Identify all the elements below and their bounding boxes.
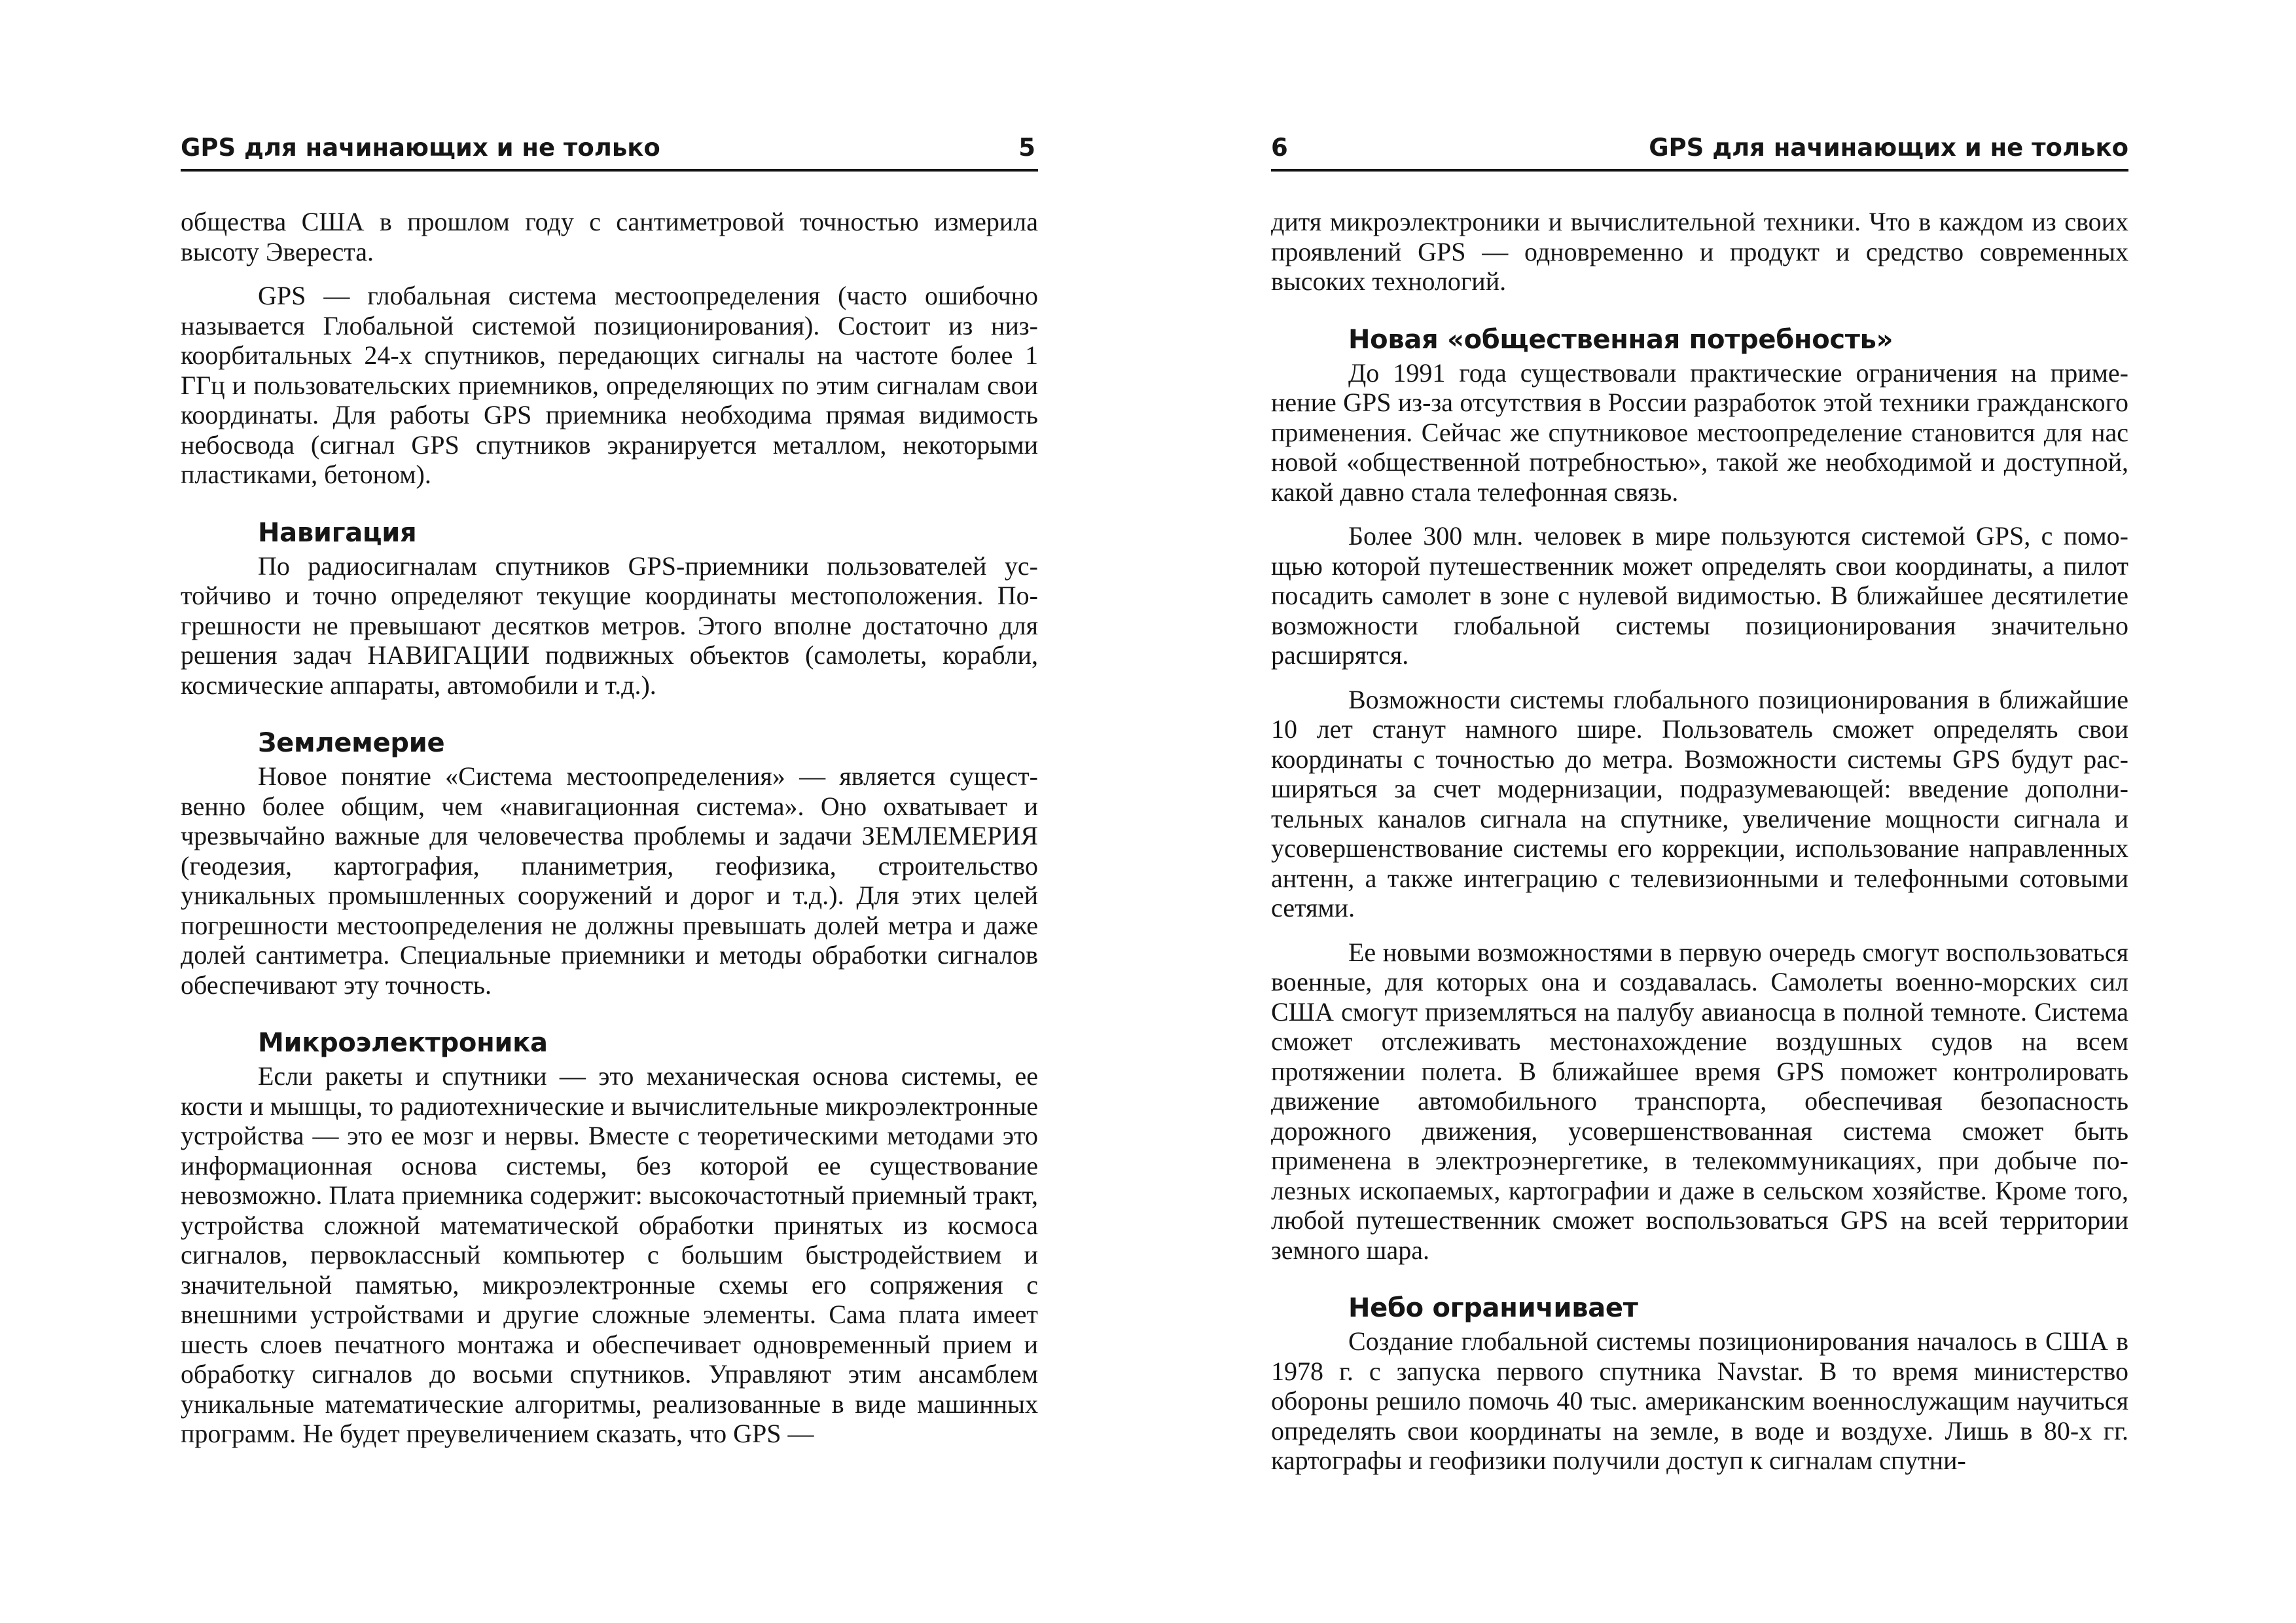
paragraph-300-million: Более 300 млн. человек в мире пользуются системой GPS, с помощью которой путешественник может определять свои координаты, а пилот посадить самолет в зоне с нулевой видимостью. В ближайшее десятилетие возможности глобальной системы позиционирования значительно расширятся. [1271, 521, 2128, 670]
paragraph-continuation: дитя микроэлектроники и вычислительной техники. Что в каждом из своих проявлений GPS — одновременно и продукт и средство современных высоких технологий. [1271, 207, 2128, 296]
section-heading-navigation: Навигация [258, 517, 417, 548]
paragraph-sky-limits: Создание глобальной системы позиционирования началось в США в 1978 г. с запуска первого спутника Navstar. В то время министерство обороны решило помочь 40 тыс. американским военнослужащим научиться определять свои координаты на земле, в воде и воздухе. Лишь в 80-х гг. картографы и геофизики получили доступ к сигналам спутни- [1271, 1326, 2128, 1475]
section-heading-sky-limits: Небо ограничивает [1348, 1293, 1638, 1323]
paragraph-continuation: общества США в прошлом году с сантиметровой точностью измерила высоту Эвереста. [181, 207, 1038, 266]
page-body [1271, 207, 2128, 1476]
paragraph-microelectronics: Если ракеты и спутники — это механическая основа системы, ее кости и мышцы, то радиотехнические и вычислительные микроэлектронные устройства — это ее мозг и нервы. Вместе с теоретическими методами это информационная основа системы, без которой ее существование невозможно. Плата приемника содержит: высокочастотный приемный тракт, устройства сложной математической обработки принятых из космоса сигналов, первоклассный компьютер с большим быстродействием и значительной памятью, микроэлектронные схемы его сопряжения с внешними устройствами и другие сложные элементы. Сама плата имеет шесть слоев печатного монтажа и обеспечивает одновременный прием и обработку сигналов до восьми спутников. Управляют этим ансамблем уникальные математические алгоритмы, реализованные в виде машинных программ. Не будет преувеличением сказать, что GPS — [181, 1061, 1038, 1448]
paragraph-zemlemerie: Новое понятие «Система местоопределения» — является существенно более общим, чем «навигационная система». Оно охватывает и чрезвычайно важные для человечества проблемы и задачи ЗЕМЛЕМЕРИЯ (геодезия, картография, планиметрия, геофизика, строительство уникальных промышленных сооружений и дорог и т.д.). Для этих целей погрешности местоопределения не должны превышать долей метра и даже долей сантиметра. Специальные приемники и методы обработки сигналов обеспечивают эту точность. [181, 761, 1038, 1000]
paragraph-gps-definition: GPS — глобальная система местоопределения (часто ошибочно называется Глобальной системой позиционирования). Состоит из низкоорбитальных 24-х спутников, передающих сигналы на частоте более 1 ГГц и пользовательских приемников, определяющих по этим сигналам свои координаты. Для работы GPS приемника необходима прямая видимость небосвода (сигнал GPS спутников экранируется металлом, некоторыми пластиками, бетоном). [181, 281, 1038, 489]
page-number: 5 [1018, 134, 1035, 162]
section-heading-microelectronics: Микроэлектроника [258, 1028, 548, 1058]
section-heading-public-need: Новая «общественная потребность» [1348, 324, 1893, 355]
section-heading-zemlemerie: Землемерие [258, 728, 445, 758]
paragraph-navigation: По радиосигналам спутников GPS-приемники пользователей устойчиво и точно определяют текущие координаты местоположения. Погрешности не превышают десятков метров. Этого вполне достаточно для решения задач НАВИГАЦИИ подвижных объектов (самолеты, корабли, космические аппараты, автомобили и т.д.). [181, 551, 1038, 700]
running-head [1271, 130, 2128, 172]
running-head [181, 130, 1038, 172]
paragraph-public-need: До 1991 года существовали практические ограничения на применение GPS из-за отсутствия в России разработок этой техники гражданского применения. Сейчас же спутниковое местоопределение становится для нас новой «общественной потребностью», такой же необходимой и доступной, какой давно стала телефонная связь. [1271, 357, 2128, 507]
paragraph-future: Возможности системы глобального позиционирования в ближайшие 10 лет станут намного шире. Пользователь сможет определять свои координаты с точностью до метра. Возможности системы GPS будут расширяться за счет модернизации, подразумевающей: введение дополнительных каналов сигнала на спутнике, увеличение мощности сигнала и усовершенствование системы его коррекции, использование направленных антенн, а также интеграцию с телевизионными и телефонными сотовыми сетями. [1271, 684, 2128, 922]
running-head-title: GPS для начинающих и не только [181, 134, 660, 162]
running-head-title: GPS для начинающих и не только [1649, 134, 2128, 162]
page-number: 6 [1271, 134, 1288, 162]
page-body [181, 207, 1038, 1449]
paragraph-military: Ее новыми возможностями в первую очередь смогут воспользоваться военные, для которых она и создавалась. Самолеты военно-морских сил США смогут приземляться на палубу авианосца в полной темноте. Система сможет отслеживать местонахождение воздушных судов на всем протяжении полета. В ближайшее время GPS поможет контролировать движение автомобильного транспорта, обеспечивая безопасность дорожного движения, усовершенствованная система сможет быть применена в электроэнергетике, в телекоммуникациях, при добыче полезных ископаемых, картографии и даже в сельском хозяйстве. Кроме того, любой путешественник сможет воспользоваться GPS на всей территории земного шара. [1271, 937, 2128, 1265]
